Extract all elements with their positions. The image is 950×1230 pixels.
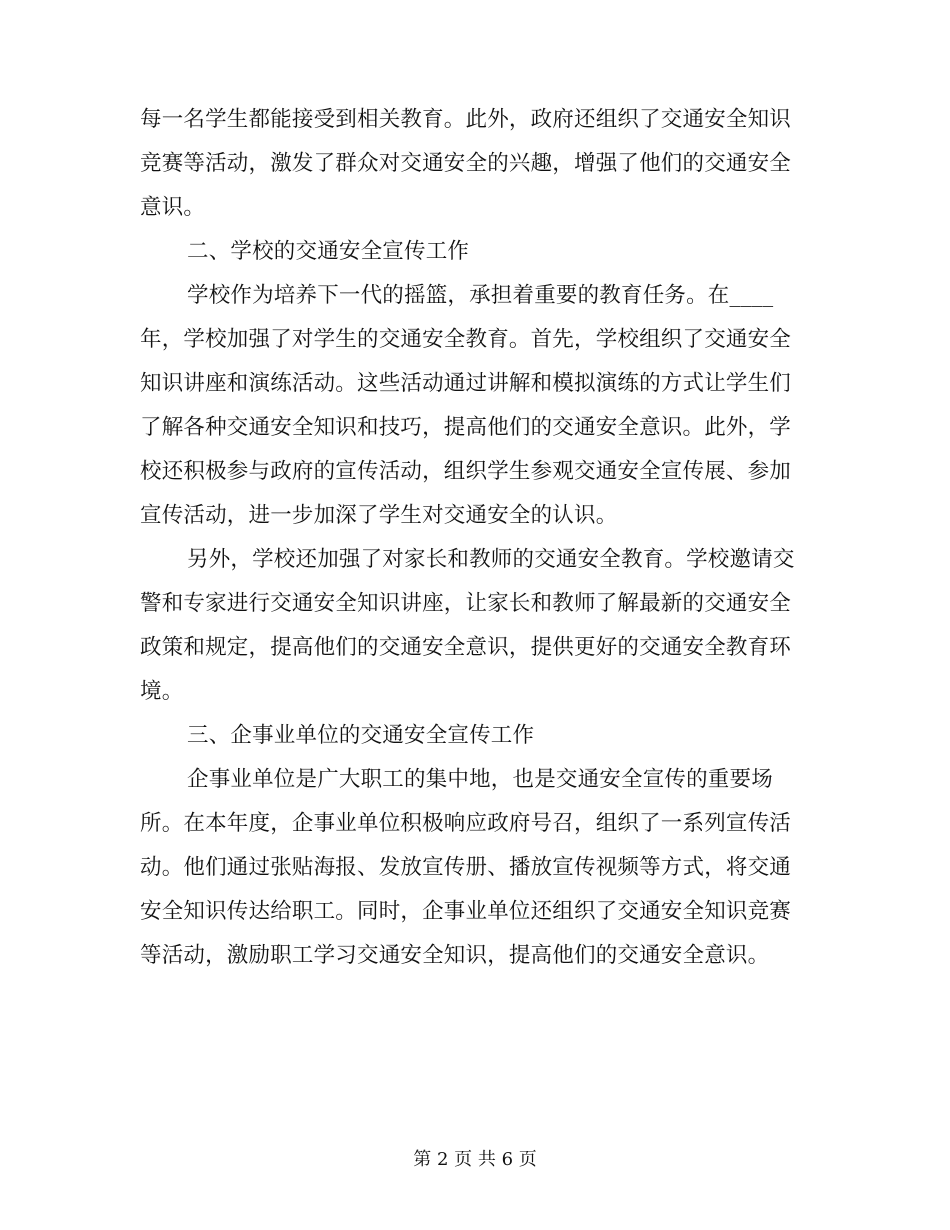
text-line: 竞赛等活动，激发了群众对交通安全的兴趣，增强了他们的交通安全 — [140, 151, 792, 176]
text-line: 另外，学校还加强了对家长和教师的交通安全教育。学校邀请交 — [187, 547, 795, 572]
page-footer: 第 2 页 共 6 页 — [413, 1149, 537, 1170]
section-heading: 二、学校的交通安全宣传工作 — [187, 239, 470, 264]
text-line: 宣传活动，进一步加深了学生对交通安全的认识。 — [140, 503, 618, 528]
text-line: 知识讲座和演练活动。这些活动通过讲解和模拟演练的方式让学生们 — [140, 371, 792, 396]
document-body — [140, 98, 800, 978]
text-line: 每一名学生都能接受到相关教育。此外，政府还组织了交通安全知识 — [140, 107, 792, 132]
text-line: 境。 — [140, 679, 184, 704]
text-line: 动。他们通过张贴海报、发放宣传册、播放宣传视频等方式，将交通 — [140, 855, 792, 880]
text-line: 所。在本年度，企事业单位积极响应政府号召，组织了一系列宣传活 — [140, 811, 792, 836]
text-line: 安全知识传达给职工。同时，企事业单位还组织了交通安全知识竞赛 — [140, 899, 792, 924]
text-line: 等活动，激励职工学习交通安全知识，提高他们的交通安全意识。 — [140, 943, 770, 968]
section-heading: 三、企事业单位的交通安全宣传工作 — [187, 723, 535, 748]
text-line: 企事业单位是广大职工的集中地，也是交通安全宣传的重要场 — [187, 767, 773, 792]
text-line: 了解各种交通安全知识和技巧，提高他们的交通安全意识。此外，学 — [140, 415, 792, 440]
text-line: 警和专家进行交通安全知识讲座，让家长和教师了解最新的交通安全 — [140, 591, 792, 616]
text-line: 校还积极参与政府的宣传活动，组织学生参观交通安全宣传展、参加 — [140, 459, 792, 484]
text-line: 意识。 — [140, 195, 206, 220]
text-line: 政策和规定，提高他们的交通安全意识，提供更好的交通安全教育环 — [140, 635, 792, 660]
text-line: 学校作为培养下一代的摇篮，承担着重要的教育任务。在____ — [187, 283, 774, 308]
text-line: 年，学校加强了对学生的交通安全教育。首先，学校组织了交通安全 — [140, 327, 792, 352]
